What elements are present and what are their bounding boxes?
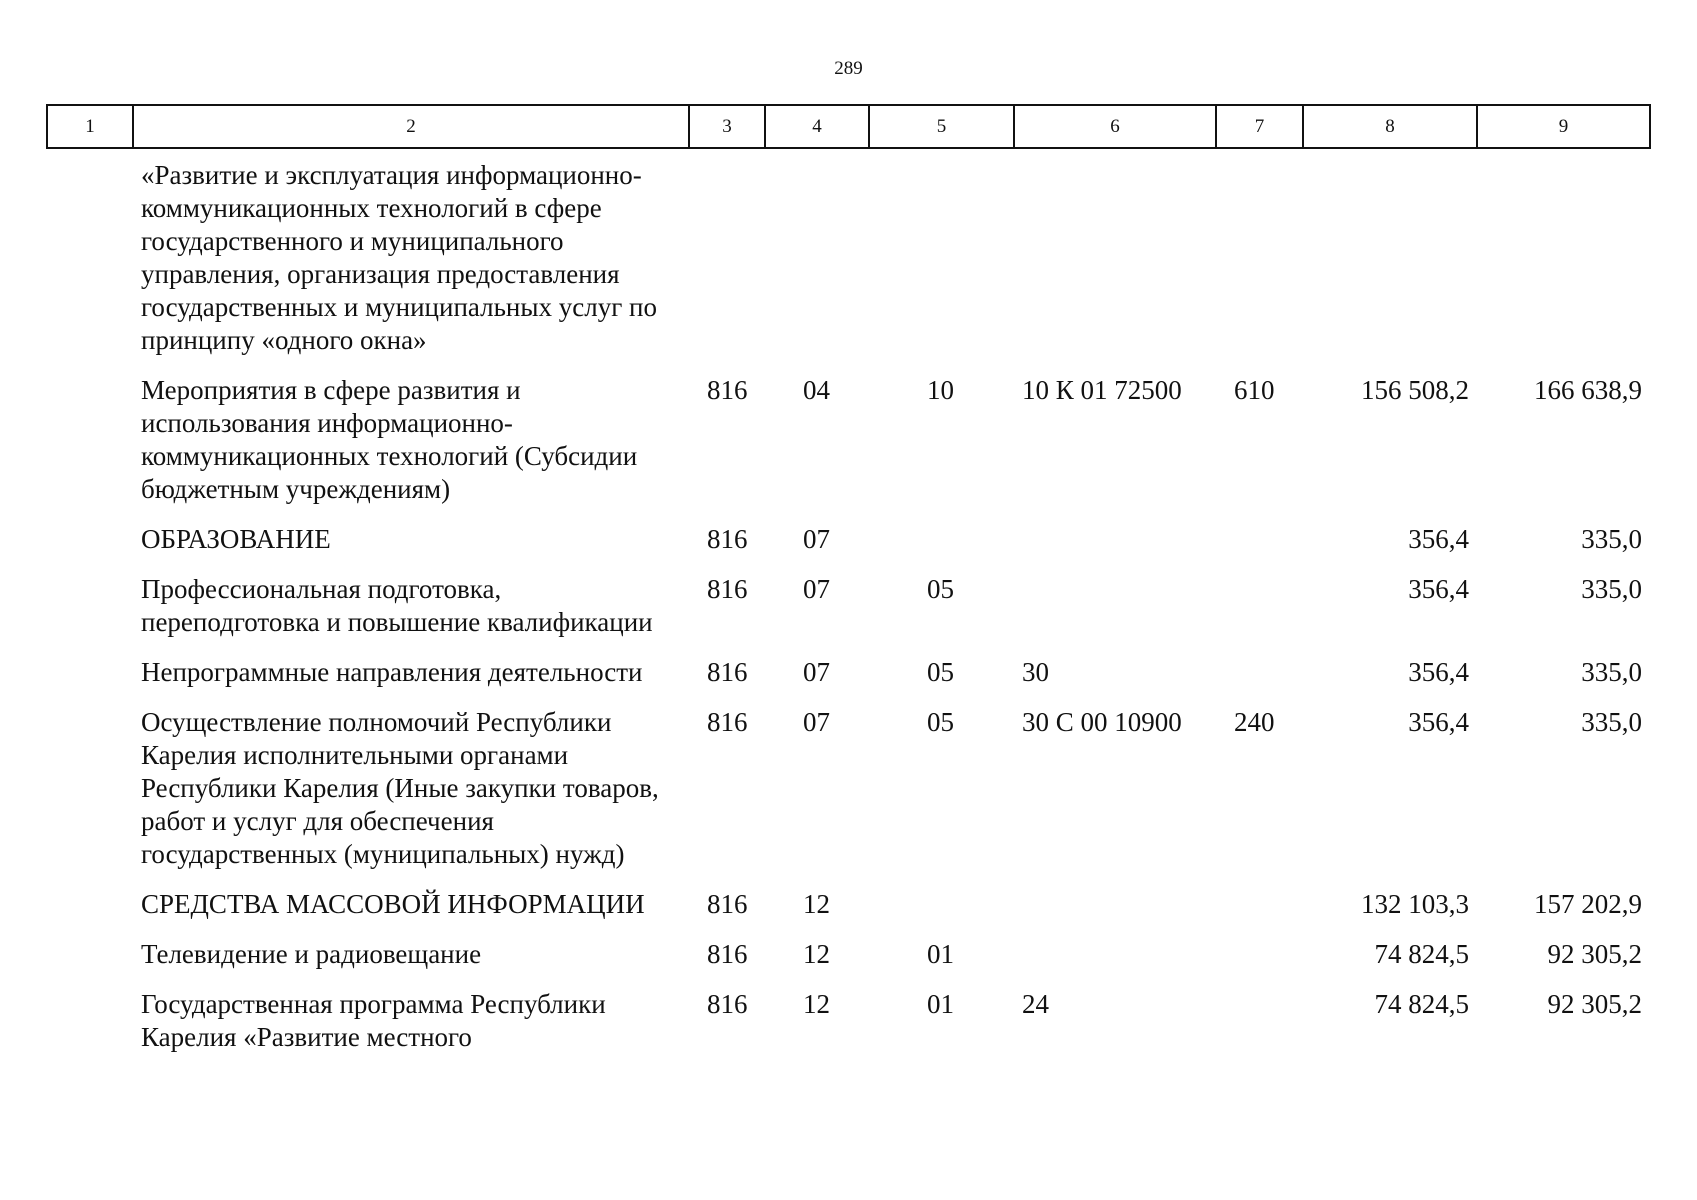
cell-col-7: 610 — [1234, 375, 1275, 405]
page-number: 289 — [834, 58, 863, 79]
cell-col-5: 01 — [927, 989, 954, 1019]
cell-col-4: 12 — [803, 989, 830, 1019]
header-col-8: 8 — [1303, 105, 1477, 148]
cell-col-1 — [47, 374, 133, 523]
cell-col-5 — [869, 148, 1014, 374]
cell-col-7 — [1216, 888, 1303, 938]
cell-name: Непрограммные направления деятельности — [141, 657, 643, 687]
cell-col-9: 335,0 — [1581, 657, 1642, 687]
cell-col-3: 816 — [707, 657, 748, 687]
cell-name: ОБРАЗОВАНИЕ — [141, 524, 331, 554]
cell-col-6 — [1014, 888, 1216, 938]
cell-col-5: 05 — [927, 574, 954, 604]
cell-col-7 — [1216, 938, 1303, 988]
cell-col-7 — [1216, 988, 1303, 1071]
cell-col-8: 356,4 — [1408, 524, 1469, 554]
cell-col-3: 816 — [707, 574, 748, 604]
cell-col-9: 92 305,2 — [1547, 989, 1642, 1019]
cell-col-5 — [869, 888, 1014, 938]
cell-col-1 — [47, 573, 133, 656]
cell-col-6: 30 — [1022, 657, 1049, 687]
header-col-1: 1 — [47, 105, 133, 148]
cell-col-6: 10 К 01 72500 — [1022, 375, 1182, 405]
cell-col-7 — [1216, 523, 1303, 573]
cell-col-9: 335,0 — [1581, 574, 1642, 604]
cell-col-4: 12 — [803, 889, 830, 919]
table-row — [47, 706, 1650, 888]
cell-col-7 — [1216, 573, 1303, 656]
cell-name: Государственная программа Республики Карелия «Развитие местного — [141, 989, 606, 1052]
cell-col-3: 816 — [707, 989, 748, 1019]
cell-col-1 — [47, 938, 133, 988]
cell-name: «Развитие и эксплуатация информационно-коммуникационных технологий в сфере государственного и муниципального управления, организация предоставления государственных и муниципальных услуг по принципу «одного окна» — [141, 160, 657, 355]
cell-col-5 — [869, 523, 1014, 573]
cell-col-6 — [1014, 523, 1216, 573]
table-row — [47, 888, 1650, 938]
cell-col-8: 74 824,5 — [1374, 939, 1469, 969]
table-row — [47, 656, 1650, 706]
cell-col-3: 816 — [707, 707, 748, 737]
cell-col-6 — [1014, 148, 1216, 374]
cell-col-9: 166 638,9 — [1534, 375, 1642, 405]
table-row — [47, 573, 1650, 656]
header-row — [47, 105, 1650, 148]
cell-col-6: 30 С 00 10900 — [1022, 707, 1182, 737]
cell-col-7: 240 — [1234, 707, 1275, 737]
table-row — [47, 374, 1650, 523]
table-header — [47, 105, 1650, 148]
cell-col-4 — [765, 148, 869, 374]
cell-col-8 — [1303, 148, 1477, 374]
cell-col-4: 07 — [803, 524, 830, 554]
cell-col-8: 156 508,2 — [1361, 375, 1469, 405]
header-col-3: 3 — [689, 105, 765, 148]
budget-table — [46, 104, 1651, 1071]
cell-name: Мероприятия в сфере развития и использования информационно-коммуникационных технологий (Субсидии бюджетным учреждениям) — [141, 375, 638, 504]
cell-col-5: 01 — [927, 939, 954, 969]
cell-col-5: 05 — [927, 707, 954, 737]
cell-col-3: 816 — [707, 375, 748, 405]
cell-col-3: 816 — [707, 889, 748, 919]
cell-col-9 — [1477, 148, 1650, 374]
cell-col-6 — [1014, 573, 1216, 656]
cell-col-3: 816 — [707, 939, 748, 969]
cell-col-7 — [1216, 656, 1303, 706]
cell-col-1 — [47, 706, 133, 888]
cell-col-8: 356,4 — [1408, 707, 1469, 737]
cell-name: Осуществление полномочий Республики Карелия исполнительными органами Республики Карелия (Иные закупки товаров, работ и услуг для обеспечения государственных (муниципальных) нужд) — [141, 707, 659, 869]
cell-col-1 — [47, 988, 133, 1071]
cell-col-1 — [47, 656, 133, 706]
cell-col-4: 07 — [803, 574, 830, 604]
cell-col-4: 07 — [803, 707, 830, 737]
cell-name: Профессиональная подготовка, переподготовка и повышение квалификации — [141, 574, 653, 637]
table-row — [47, 938, 1650, 988]
cell-col-6 — [1014, 938, 1216, 988]
cell-col-8: 74 824,5 — [1374, 989, 1469, 1019]
header-col-5: 5 — [869, 105, 1014, 148]
cell-col-9: 92 305,2 — [1547, 939, 1642, 969]
cell-col-9: 335,0 — [1581, 524, 1642, 554]
cell-col-5: 05 — [927, 657, 954, 687]
cell-col-1 — [47, 148, 133, 374]
header-col-9: 9 — [1477, 105, 1650, 148]
table-row — [47, 523, 1650, 573]
cell-col-8: 356,4 — [1408, 574, 1469, 604]
cell-col-1 — [47, 888, 133, 938]
cell-col-3: 816 — [707, 524, 748, 554]
header-col-2: 2 — [133, 105, 689, 148]
cell-name: СРЕДСТВА МАССОВОЙ ИНФОРМАЦИИ — [141, 889, 645, 919]
cell-col-4: 12 — [803, 939, 830, 969]
table-body — [47, 148, 1650, 1071]
cell-col-9: 335,0 — [1581, 707, 1642, 737]
cell-name: Телевидение и радиовещание — [141, 939, 482, 969]
cell-col-1 — [47, 523, 133, 573]
cell-col-5: 10 — [927, 375, 954, 405]
header-col-6: 6 — [1014, 105, 1216, 148]
header-col-7: 7 — [1216, 105, 1303, 148]
table-row — [47, 148, 1650, 374]
cell-col-7 — [1216, 148, 1303, 374]
cell-col-8: 132 103,3 — [1361, 889, 1469, 919]
table-row — [47, 988, 1650, 1071]
cell-col-9: 157 202,9 — [1534, 889, 1642, 919]
cell-col-3 — [689, 148, 765, 374]
cell-col-4: 07 — [803, 657, 830, 687]
cell-col-8: 356,4 — [1408, 657, 1469, 687]
header-col-4: 4 — [765, 105, 869, 148]
cell-col-6: 24 — [1022, 989, 1049, 1019]
cell-col-4: 04 — [803, 375, 830, 405]
